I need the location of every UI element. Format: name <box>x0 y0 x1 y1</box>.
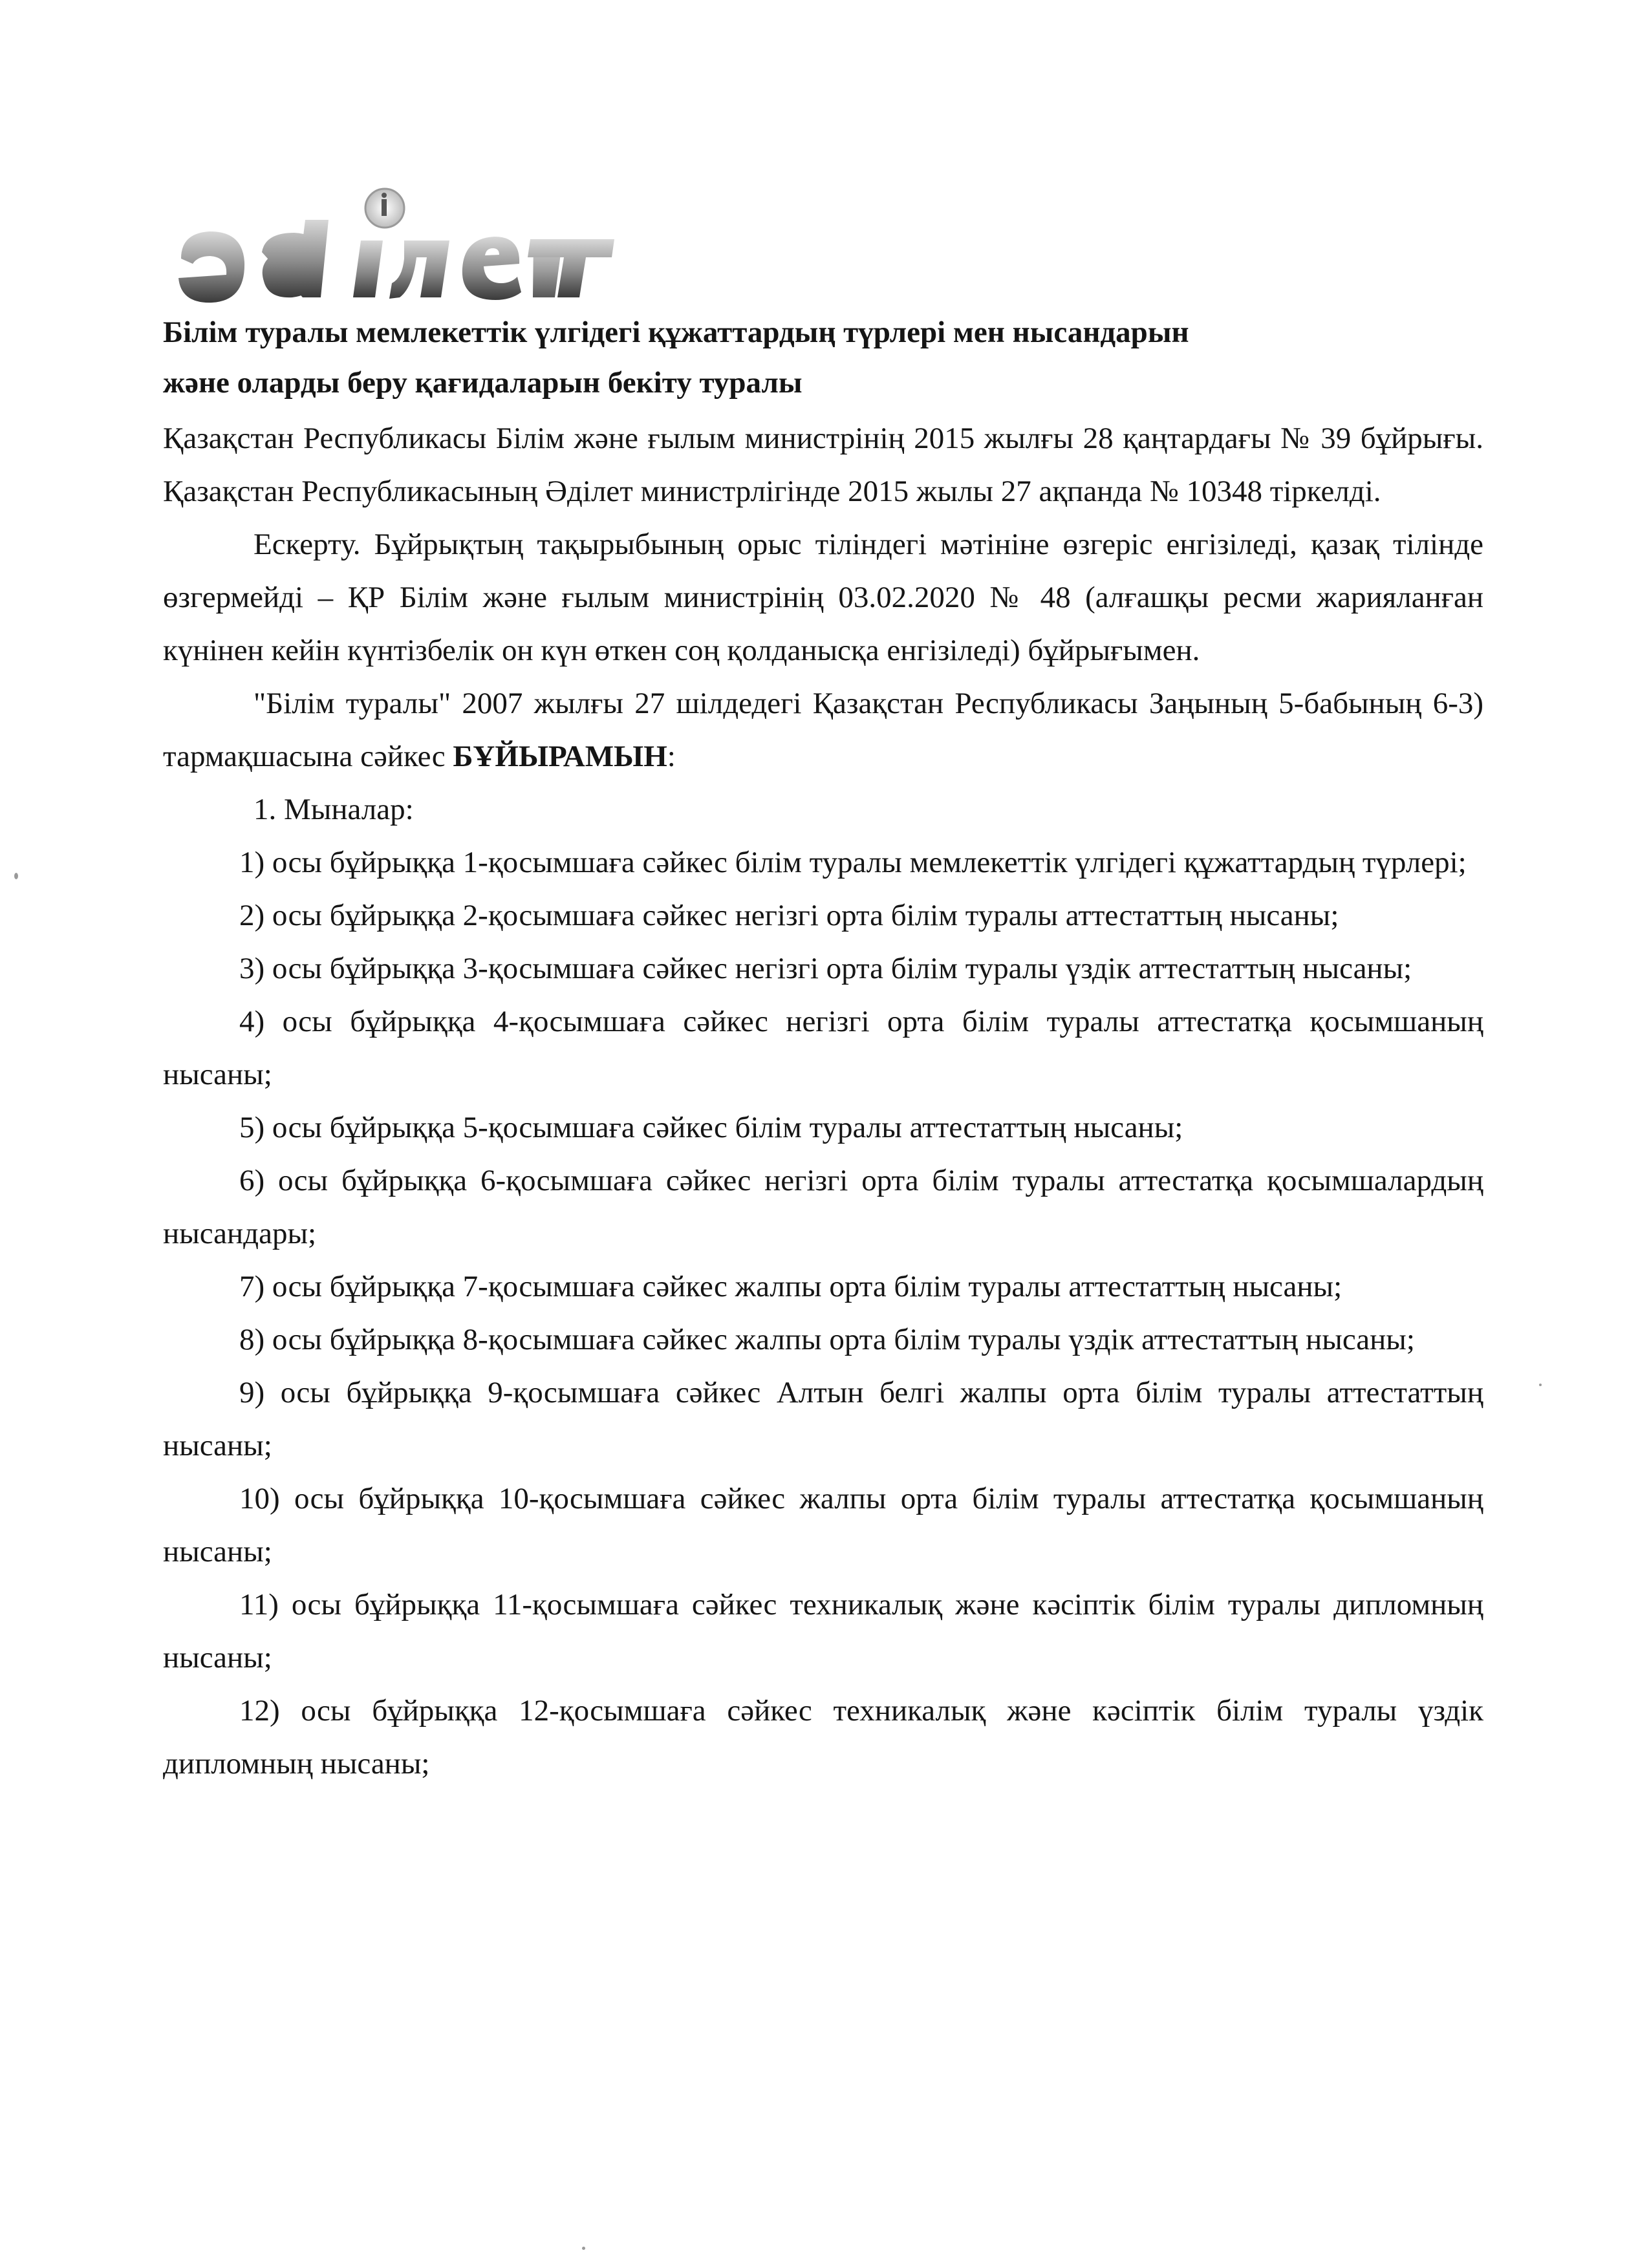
list-item: 10) осы бұйрыққа 10-қосымшаға сәйкес жалпы орта білім туралы аттестатқа қосымшаның нысаны; <box>163 1482 1483 1568</box>
list-item: 9) осы бұйрыққа 9-қосымшаға сәйкес Алтын белгі жалпы орта білім туралы аттестаттың нысаны; <box>163 1376 1483 1462</box>
document-preamble <box>163 677 1483 783</box>
document-body <box>163 307 1483 1790</box>
clause-1: 1. Мыналар: <box>253 793 414 826</box>
list-item: 5) осы бұйрыққа 5-қосымшаға сәйкес білім туралы аттестаттың нысаны; <box>239 1111 1183 1144</box>
preamble-colon: : <box>667 740 676 773</box>
list-item: 8) осы бұйрыққа 8-қосымшаға сәйкес жалпы орта білім туралы үздік аттестаттың нысаны; <box>239 1323 1415 1356</box>
list-item: 2) осы бұйрыққа 2-қосымшаға сәйкес негізгі орта білім туралы аттестаттың нысаны; <box>239 899 1339 932</box>
document-note: Ескерту. Бұйрықтың тақырыбының орыс тіліндегі мәтініне өзгеріс енгізіледі, қазақ тілінде өзгермейді – ҚР Білім және ғылым министрінің 03.02.2020 № 48 (алғашқы ресми жарияланған күнінен кейін күнтізбелік он күн өткен соң қолданысқа енгізіледі) бұйрығымен. <box>163 528 1483 667</box>
list-item: 11) осы бұйрыққа 11-қосымшаға сәйкес техникалық және кәсіптік білім туралы дипломның нысаны; <box>163 1588 1483 1674</box>
scan-speck <box>582 2247 585 2250</box>
list-item: 6) осы бұйрыққа 6-қосымшаға сәйкес негізгі орта білім туралы аттестатқа қосымшалардың нысандары; <box>163 1164 1483 1250</box>
document-source: Қазақстан Республикасы Білім және ғылым министрінің 2015 жылғы 28 қаңтардағы № 39 бұйрығы. Қазақстан Республикасының Әділет министрлігінде 2015 жылы 27 ақпанда № 10348 тіркелді. <box>163 422 1483 508</box>
list-item: 7) осы бұйрыққа 7-қосымшаға сәйкес жалпы орта білім туралы аттестаттың нысаны; <box>239 1270 1342 1303</box>
list-item: 12) осы бұйрыққа 12-қосымшаға сәйкес техникалық және кәсіптік білім туралы үздік дипломның нысаны; <box>163 1694 1483 1781</box>
scan-speck <box>1539 1384 1542 1386</box>
preamble-order-word: БҰЙЫРАМЫН <box>453 740 667 773</box>
list-item: 4) осы бұйрыққа 4-қосымшаға сәйкес негізгі орта білім туралы аттестатқа қосымшаның нысаны; <box>163 1005 1483 1091</box>
scan-speck <box>14 873 18 879</box>
document-title-line-1: Білім туралы мемлекеттік үлгідегі құжаттардың түрлері мен нысандарын <box>163 316 1189 349</box>
list-item: 1) осы бұйрыққа 1-қосымшаға сәйкес білім туралы мемлекеттік үлгідегі құжаттардың түрлері; <box>239 846 1467 879</box>
list-item: 3) осы бұйрыққа 3-қосымшаға сәйкес негізгі орта білім туралы үздік аттестаттың нысаны; <box>239 952 1412 985</box>
preamble-text: "Білім туралы" 2007 жылғы 27 шілдедегі Қазақстан Республикасы Заңының 5-бабының 6-3) тармақшасына сәйкес <box>163 687 1483 773</box>
document-title-line-2: және оларды беру қағидаларын бекіту туралы <box>163 366 803 400</box>
